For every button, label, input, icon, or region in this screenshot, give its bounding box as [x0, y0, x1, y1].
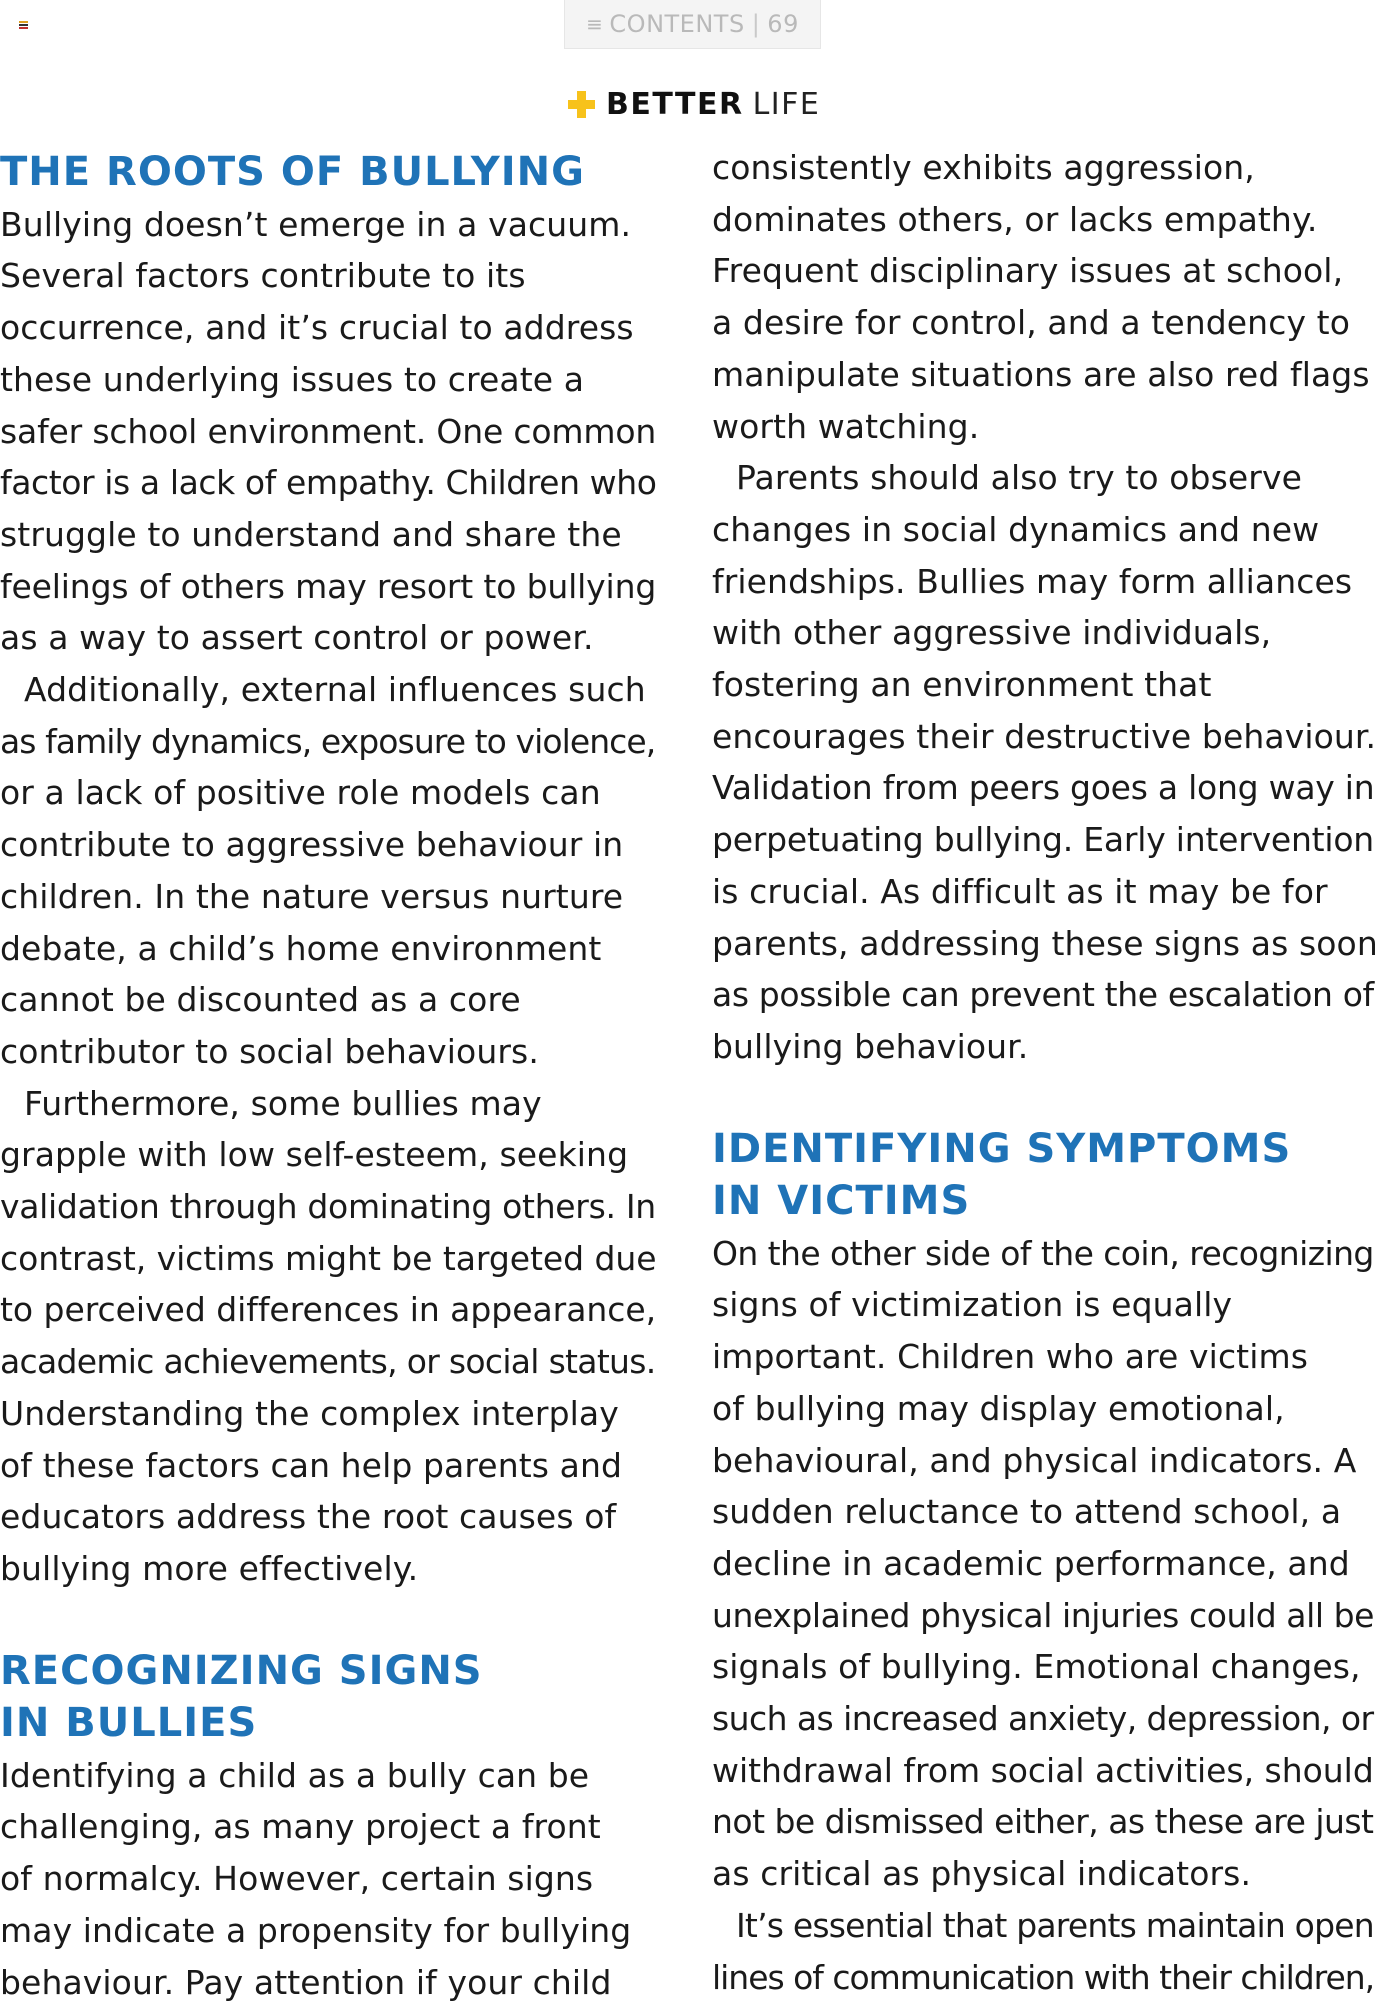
- text-line: factor is a lack of empathy. Children who: [0, 463, 657, 503]
- text-line: lines of communication with their children,: [712, 1957, 1375, 1997]
- right-column: [712, 142, 1378, 2003]
- text-line: important. Children who are victims: [712, 1337, 1309, 1377]
- heading-line: IDENTIFYING SYMPTOMS: [712, 1126, 1292, 1173]
- text-line: unexplained physical injuries could all be: [712, 1595, 1375, 1635]
- text-line: worth watching.: [712, 406, 980, 446]
- heading-line: RECOGNIZING SIGNS: [0, 1648, 483, 1695]
- text-line: not be dismissed either, as these are just: [712, 1802, 1374, 1842]
- text-line: contrast, victims might be targeted due: [0, 1238, 657, 1278]
- text-line: dominates others, or lacks empathy.: [712, 199, 1318, 239]
- text-line: is crucial. As difficult as it may be for: [712, 871, 1328, 911]
- text-line: of these factors can help parents and: [0, 1445, 623, 1485]
- text-line: sudden reluctance to attend school, a: [712, 1492, 1342, 1532]
- heading-roots-of-bullying: THE ROOTS OF BULLYING: [0, 149, 585, 195]
- paragraph: [712, 452, 1378, 1072]
- text-line: grapple with low self-esteem, seeking: [0, 1135, 629, 1175]
- text-line: as possible can prevent the escalation of: [712, 975, 1374, 1015]
- text-line: feelings of others may resort to bullying: [0, 566, 657, 606]
- text-line: these underlying issues to create a: [0, 359, 585, 399]
- text-line: Additionally, external influences such: [24, 670, 646, 710]
- section-label: [568, 86, 820, 122]
- text-line: educators address the root causes of: [0, 1497, 617, 1537]
- text-line: Parents should also try to observe: [736, 458, 1302, 498]
- text-line: decline in academic performance, and: [712, 1543, 1350, 1583]
- text-line: It’s essential that parents maintain open: [736, 1905, 1374, 1945]
- text-line: children. In the nature versus nurture: [0, 876, 624, 916]
- section-spacer: [712, 1073, 1378, 1125]
- text-line: struggle to understand and share the: [0, 514, 622, 554]
- text-line: to perceived differences in appearance,: [0, 1290, 657, 1330]
- text-line: behaviour. Pay attention if your child: [0, 1962, 612, 2002]
- paragraph: [0, 199, 660, 664]
- text-line: with other aggressive individuals,: [712, 613, 1272, 653]
- text-line: bullying more effectively.: [0, 1548, 419, 1588]
- text-line: On the other side of the coin, recognizing: [712, 1233, 1374, 1273]
- section-spacer: [0, 1595, 660, 1647]
- text-line: validation through dominating others. In: [0, 1187, 656, 1227]
- paragraph: [0, 664, 660, 1078]
- text-line: encourages their destructive behaviour.: [712, 716, 1377, 756]
- text-line: Identifying a child as a bully can be: [0, 1755, 590, 1795]
- menu-icon[interactable]: [19, 21, 28, 29]
- text-line: manipulate situations are also red flags: [712, 354, 1370, 394]
- text-line: Furthermore, some bullies may: [24, 1083, 542, 1123]
- text-line: friendships. Bullies may form alliances: [712, 561, 1353, 601]
- text-line: of bullying may display emotional,: [712, 1388, 1285, 1428]
- section-label-light: LIFE: [752, 86, 821, 122]
- contents-separator: |: [751, 10, 761, 38]
- text-line: debate, a child’s home environment: [0, 928, 602, 968]
- text-line: cannot be discounted as a core: [0, 980, 521, 1020]
- text-line: such as increased anxiety, depression, or: [712, 1699, 1374, 1739]
- text-line: signals of bullying. Emotional changes,: [712, 1647, 1361, 1687]
- paragraph: [712, 1228, 1378, 1900]
- text-line: academic achievements, or social status.: [0, 1342, 656, 1382]
- text-line: may indicate a propensity for bullying: [0, 1910, 632, 1950]
- page-number: 69: [767, 10, 799, 38]
- paragraph: [0, 1078, 660, 1595]
- heading-identifying-symptoms: [712, 1124, 1378, 1227]
- text-line: parents, addressing these signs as soon: [712, 923, 1378, 963]
- menu-lines-icon: ≡: [586, 12, 604, 36]
- text-line: changes in social dynamics and new: [712, 509, 1320, 549]
- text-line: challenging, as many project a front: [0, 1807, 601, 1847]
- text-line: contribute to aggressive behaviour in: [0, 825, 624, 865]
- text-line: signs of victimization is equally: [712, 1285, 1233, 1325]
- contents-label: CONTENTS: [609, 10, 745, 38]
- text-line: Validation from peers goes a long way in: [712, 768, 1375, 808]
- text-line: Bullying doesn’t emerge in a vacuum.: [0, 204, 632, 244]
- text-line: a desire for control, and a tendency to: [712, 303, 1350, 343]
- text-line: consistently exhibits aggression,: [712, 148, 1255, 187]
- heading-line: IN VICTIMS: [712, 1178, 971, 1225]
- text-line: withdrawal from social activities, should: [712, 1750, 1374, 1790]
- paragraph: [712, 1900, 1378, 2003]
- text-line: bullying behaviour.: [712, 1026, 1029, 1066]
- text-line: contributor to social behaviours.: [0, 1031, 539, 1071]
- heading-recognizing-signs: [0, 1646, 660, 1749]
- left-column: [0, 147, 660, 2008]
- heading-line: IN BULLIES: [0, 1700, 258, 1747]
- text-line: safer school environment. One common: [0, 411, 657, 451]
- text-line: fostering an environment that: [712, 665, 1212, 705]
- text-line: or a lack of positive role models can: [0, 773, 601, 813]
- section-label-strong: BETTER: [606, 86, 744, 122]
- paragraph: [0, 1750, 660, 2008]
- plus-icon: [568, 91, 595, 118]
- text-line: Several factors contribute to its: [0, 256, 526, 296]
- text-line: behavioural, and physical indicators. A: [712, 1440, 1357, 1480]
- text-line: as a way to assert control or power.: [0, 618, 594, 658]
- text-line: Frequent disciplinary issues at school,: [712, 251, 1344, 291]
- text-line: as family dynamics, exposure to violence,: [0, 721, 656, 761]
- contents-button[interactable]: [564, 0, 821, 49]
- text-line: of normalcy. However, certain signs: [0, 1859, 594, 1899]
- text-line: as critical as physical indicators.: [712, 1854, 1252, 1894]
- text-line: Understanding the complex interplay: [0, 1393, 619, 1433]
- text-line: perpetuating bullying. Early intervention: [712, 820, 1375, 860]
- text-line: occurrence, and it’s crucial to address: [0, 308, 634, 348]
- paragraph: [712, 142, 1378, 452]
